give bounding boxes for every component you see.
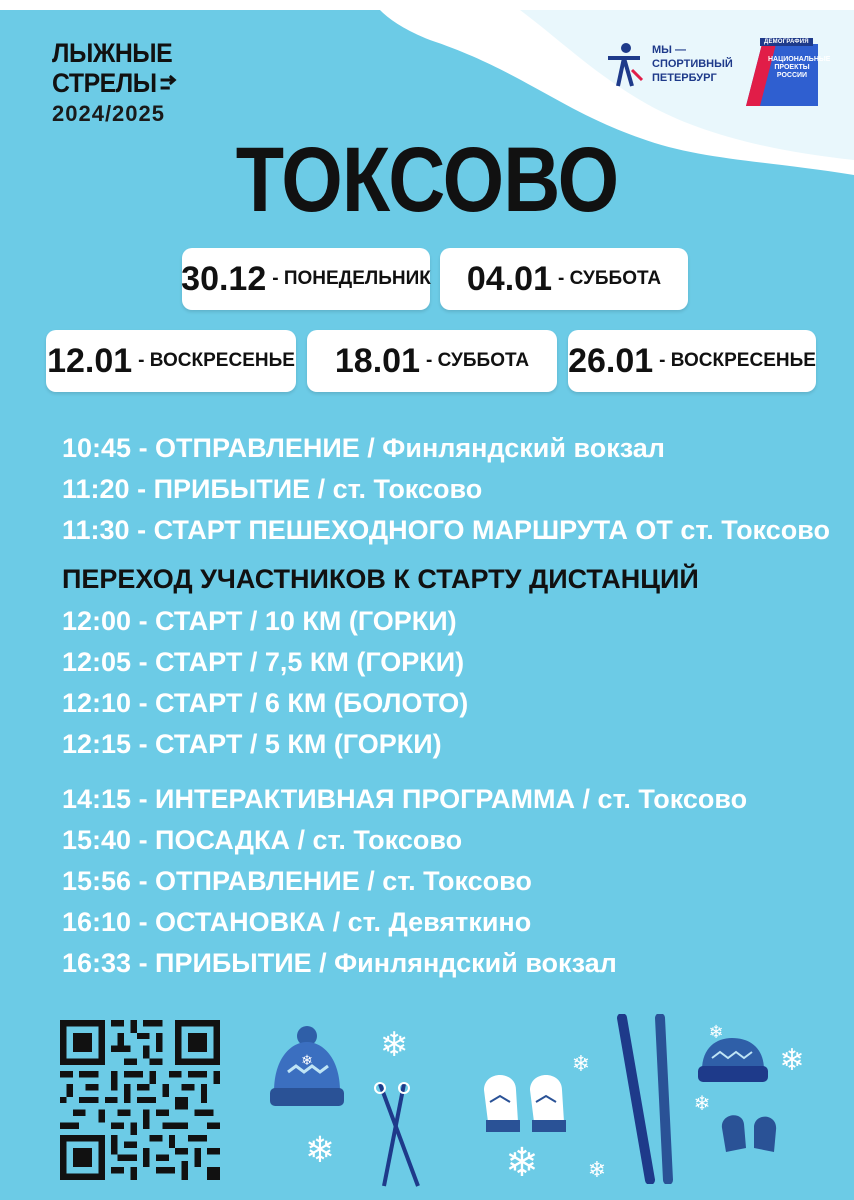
sport-petersburg-logo [602,40,733,90]
date-value: 04.01 [466,259,552,298]
time: 16:33 [62,948,132,978]
time: 11:20 [62,474,130,504]
poster [0,10,854,1200]
date-badge [307,330,557,392]
qr-code[interactable] [60,1020,220,1180]
event: - ОСТАНОВКА / [131,907,348,937]
date-value: 30.12 [181,259,267,298]
schedule-row [62,724,842,765]
svg-text:❄: ❄ [505,1141,539,1184]
page-title: ТОКСОВО [235,129,619,231]
svg-text:❄: ❄ [708,1022,724,1042]
place: ст. Девяткино [347,907,532,937]
date-badge [182,248,430,310]
spacer [62,765,842,779]
date-weekday: - ВОСКРЕСЕНЬЕ [659,350,816,371]
date-weekday: - ВОСКРЕСЕНЬЕ [138,350,295,371]
mittens-icon [476,1060,576,1140]
snowflake-icon [300,1130,340,1170]
national-line-2: ПРОЕКТЫ [774,64,810,72]
time: 12:00 [62,606,132,636]
svg-text:❄: ❄ [301,1052,313,1068]
national-tag: ДЕМОГРАФИЯ [760,38,813,46]
ski-poles-icon [370,1082,430,1192]
event: - ОТПРАВЛЕНИЕ / [131,433,383,463]
time: 15:56 [62,866,132,896]
date-badge [440,248,688,310]
snowflake-icon [772,1040,812,1080]
date-weekday: - СУББОТА [425,350,530,371]
logo-line-2-text: СТРЕЛЫ [52,68,157,98]
place: Финляндский вокзал [382,433,665,463]
date-value: 12.01 [47,341,133,380]
skis-icon [612,1014,682,1184]
snowflake-icon [568,1050,594,1076]
place: ст. Токсово [332,474,483,504]
schedule-row [62,820,842,861]
partner-line-3: ПЕТЕРБУРГ [652,71,717,84]
svg-text:❄: ❄ [304,1130,336,1170]
svg-text:❄: ❄ [571,1051,591,1076]
time: 10:45 [62,433,132,463]
logo-line-1: ЛЫЖНЫЕ [52,38,173,68]
svg-text:❄: ❄ [779,1044,805,1077]
event: - ПОСАДКА / [131,825,313,855]
logo-line-2 [52,70,179,97]
schedule-row [62,510,842,551]
snowflake-icon [374,1026,414,1066]
arrow-icon [158,73,178,95]
time: 14:15 [62,784,132,814]
event: - ПРИБЫТИЕ / [131,948,335,978]
place: Финляндский вокзал [334,948,617,978]
place: ст. Токсово [312,825,463,855]
event-logo [52,40,190,125]
time: 15:40 [62,825,132,855]
event: - СТАРТ ПЕШЕХОДНОГО МАРШРУТА ОТ [129,515,681,545]
event: - СТАРТ / 10 КМ (ГОРКИ) [131,606,457,636]
event: - СТАРТ / 7,5 КМ (ГОРКИ) [131,647,465,677]
national-line-1: НАЦИОНАЛЬНЫЕ [768,56,831,63]
date-badge [568,330,816,392]
time: 11:30 [62,515,130,545]
schedule [62,428,842,984]
event: - СТАРТ / 5 КМ (ГОРКИ) [131,729,442,759]
partner-line-1: МЫ — [652,44,686,57]
date-value: 18.01 [334,341,420,380]
schedule-row [62,779,842,820]
event: - ПРИБЫТИЕ / [129,474,333,504]
schedule-row [62,428,842,469]
schedule-row [62,943,842,984]
mittens-icon [716,1104,786,1164]
national-projects-logo [746,36,831,106]
schedule-row [62,601,842,642]
place: ст. Токсово [680,515,830,545]
schedule-row [62,902,842,943]
schedule-row [62,469,842,510]
season-years: 2024/2025 [52,101,165,126]
event: - ОТПРАВЛЕНИЕ / [131,866,383,896]
snowflake-icon [690,1090,714,1114]
hat-icon [262,1022,352,1112]
time: 12:05 [62,647,132,677]
snowflake-icon [500,1140,544,1184]
schedule-row [62,642,842,683]
place: ст. Токсово [597,784,748,814]
date-value: 26.01 [568,341,654,380]
event: - ИНТЕРАКТИВНАЯ ПРОГРАММА / [131,784,598,814]
date-weekday: - СУББОТА [557,268,662,289]
date-weekday: - ПОНЕДЕЛЬНИК [272,268,431,289]
national-line-3: РОССИИ [776,72,808,80]
time: 16:10 [62,907,132,937]
svg-text:❄: ❄ [587,1157,607,1182]
snowflake-icon [584,1156,610,1182]
partner-line-2: СПОРТИВНЫЙ [652,58,733,71]
runner-icon [602,40,646,90]
time: 12:10 [62,688,132,718]
svg-text:❄: ❄ [379,1026,409,1064]
hat-icon [694,1020,774,1090]
svg-text:❄: ❄ [693,1093,711,1114]
place: ст. Токсово [382,866,532,896]
time: 12:15 [62,729,132,759]
date-badge [46,330,296,392]
schedule-row [62,683,842,724]
event: - СТАРТ / 6 КМ (БОЛОТО) [131,688,469,718]
section-heading: ПЕРЕХОД УЧАСТНИКОВ К СТАРТУ ДИСТАНЦИЙ [62,564,699,594]
schedule-row [62,861,842,902]
